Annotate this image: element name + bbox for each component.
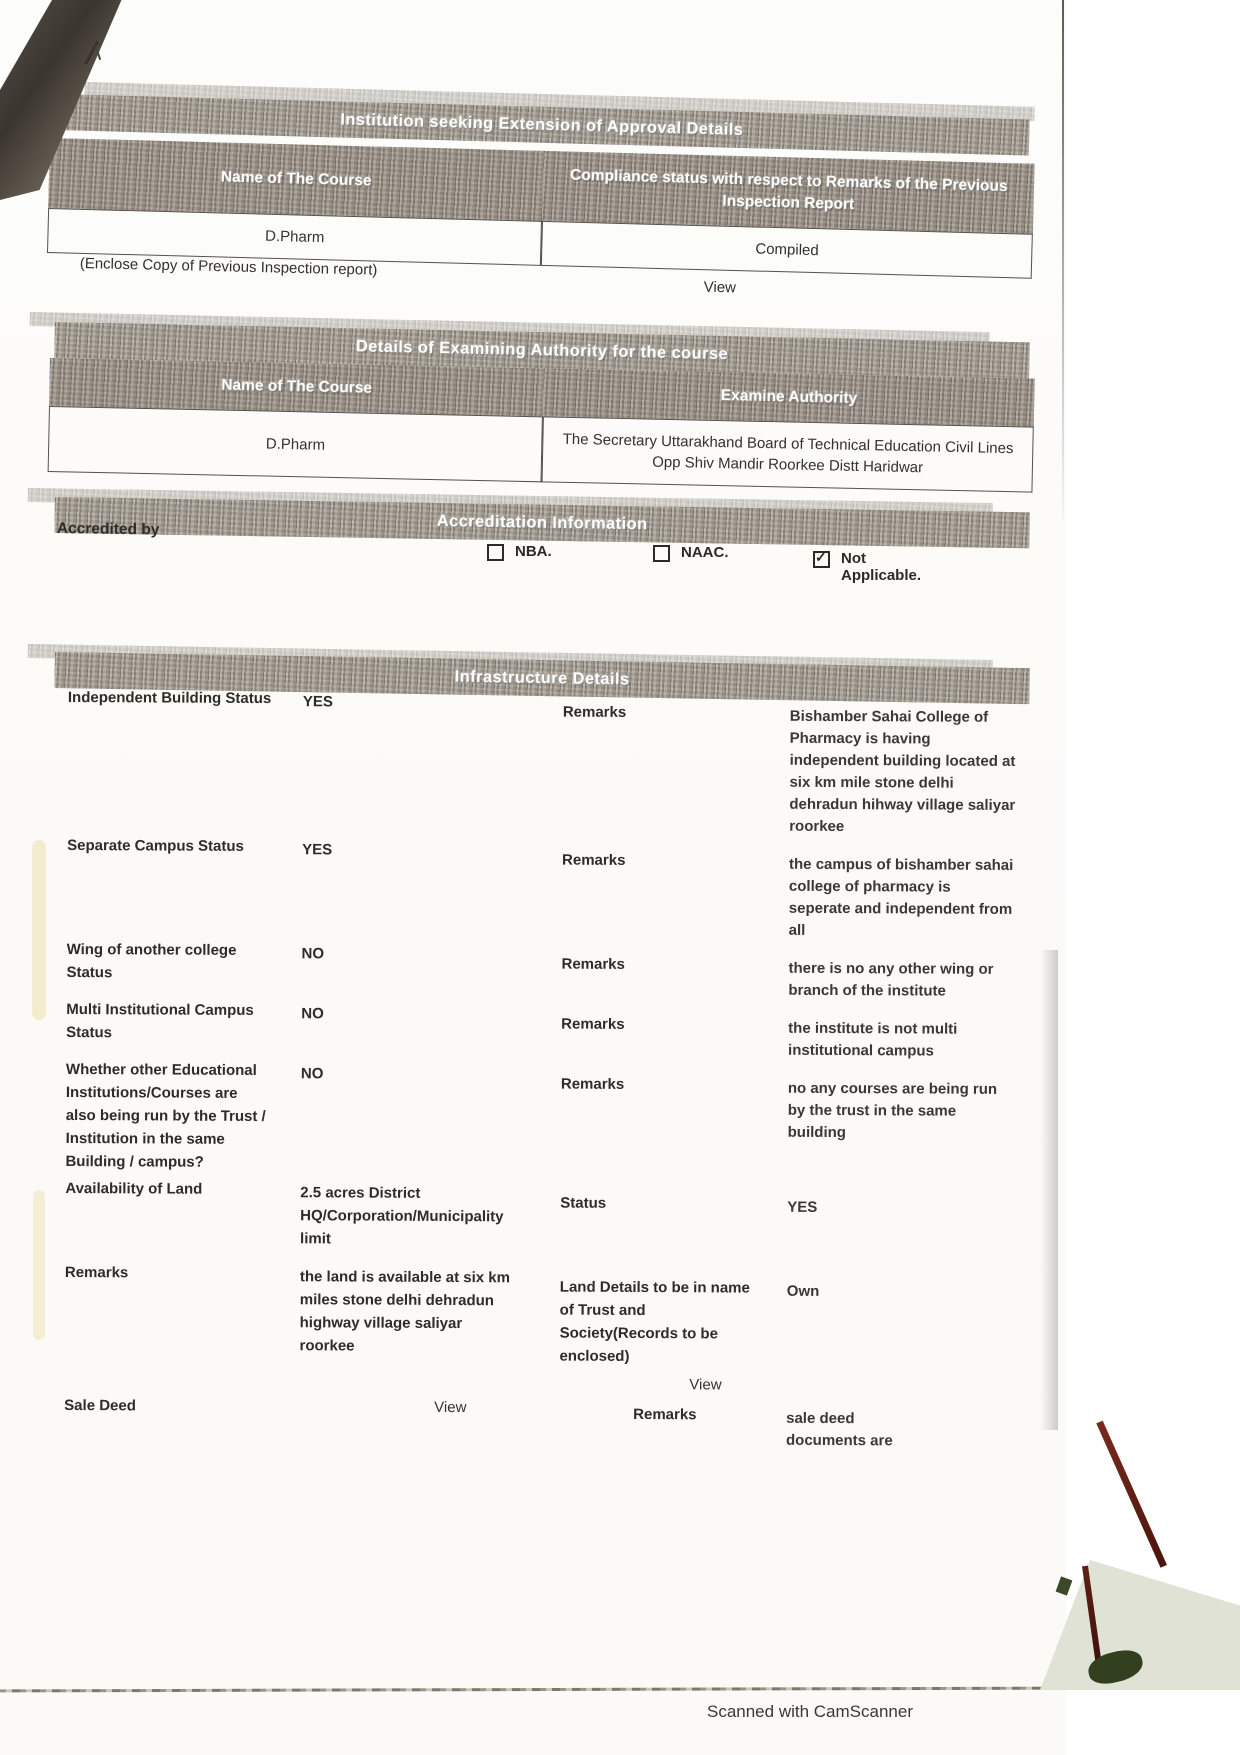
cell-course-name: D.Pharm <box>47 208 542 266</box>
section-title-text: Details of Examining Authority for the course <box>355 336 729 363</box>
unchecked-checkbox-icon[interactable] <box>653 545 670 562</box>
infra-row-wing-of-another-college <box>66 938 1014 1003</box>
land-details-value: Own <box>786 1282 820 1300</box>
checked-checkbox-icon[interactable] <box>813 551 830 568</box>
examining-authority-table <box>48 358 1035 493</box>
row-value: YES <box>302 841 333 859</box>
checkbox-label: NAAC. <box>681 544 729 561</box>
row-value: YES <box>302 693 333 711</box>
remarks-label: Remarks <box>633 1405 697 1424</box>
section-title-text: Infrastructure Details <box>454 667 630 689</box>
paper-edge-shadow <box>1040 950 1058 1430</box>
section-title-text: Accreditation Information <box>436 511 648 533</box>
column-header-examine-authority: Examine Authority <box>543 368 1034 426</box>
infra-row-independent-building <box>67 686 1016 839</box>
column-header-course: Name of The Course <box>48 138 544 221</box>
scan-edge-tint <box>32 840 46 1020</box>
status-label: Status <box>560 1194 607 1212</box>
checkbox-label: Not Applicable. <box>841 550 922 584</box>
remarks-label: Remarks <box>560 1075 625 1093</box>
checkbox-option-naac[interactable] <box>653 544 729 562</box>
remarks-label: Remarks <box>562 851 626 869</box>
infra-row-multi-institutional-campus <box>66 998 1014 1063</box>
status-value: YES <box>787 1198 818 1216</box>
row-value: NO <box>300 1065 324 1083</box>
infra-row-availability-of-land <box>65 1177 1013 1254</box>
view-inspection-report-link[interactable]: View <box>703 278 737 297</box>
row-label: Availability of Land <box>65 1179 203 1198</box>
row-label: Whether other Educational Institutions/Courses are also being run by the Trust / Institution in the same Building / campus? <box>65 1060 266 1171</box>
column-header-course: Name of The Course <box>49 358 544 416</box>
remarks-text: no any courses are being run by the trust in the same building <box>787 1079 998 1142</box>
checkbox-option-nba[interactable] <box>487 543 552 561</box>
section-title-text: Institution seeking Extension of Approval Details <box>340 109 744 139</box>
view-land-records-link[interactable]: View <box>689 1376 722 1394</box>
view-sale-deed-link[interactable]: View <box>434 1398 467 1417</box>
row-value: the land is available at six km miles stone delhi dehradun highway village saliyar roorkee <box>299 1268 511 1355</box>
remarks-text: the campus of bishamber sahai college of pharmacy is seperate and independent from all <box>788 855 1014 939</box>
cell-compliance-status: Compiled <box>541 221 1033 279</box>
accredited-by-label: Accredited by <box>56 520 160 539</box>
row-label: Multi Institutional Campus Status <box>66 1000 254 1042</box>
row-label: Separate Campus Status <box>67 836 244 855</box>
row-label: Wing of another college Status <box>66 940 237 982</box>
row-value: NO <box>301 945 325 963</box>
row-label: Independent Building Status <box>67 688 272 708</box>
scan-background-right <box>1066 0 1240 1755</box>
checkbox-label: NBA. <box>515 543 552 560</box>
checkbox-option-not-applicable[interactable] <box>813 550 922 584</box>
infra-row-other-institutions <box>65 1058 1014 1178</box>
infrastructure-details-grid <box>64 680 1016 1453</box>
remarks-label: Remarks <box>562 703 627 721</box>
infra-row-sale-deed <box>64 1394 1012 1453</box>
remarks-label: Remarks <box>561 955 625 973</box>
remarks-text: Bishamber Sahai College of Pharmacy is having independent building located at six km mile stone delhi dehradun hihway village saliyar roorkee <box>789 707 1016 836</box>
infra-row-separate-campus <box>67 834 1016 943</box>
remarks-label: Remarks <box>561 1015 625 1033</box>
row-value: 2.5 acres District HQ/Corporation/Municipality limit <box>300 1184 504 1248</box>
row-label: Remarks <box>64 1263 129 1282</box>
row-value: NO <box>301 1005 324 1023</box>
remarks-text: the institute is not multi institutional campus <box>788 1019 958 1060</box>
row-label: Sale Deed <box>64 1396 136 1415</box>
enclose-copy-note: (Enclose Copy of Previous Inspection report) <box>79 255 378 279</box>
scan-edge-tint <box>33 1190 45 1340</box>
paper-bottom-edge <box>0 1687 1075 1693</box>
remarks-text: sale deed documents are <box>785 1409 893 1450</box>
unchecked-checkbox-icon[interactable] <box>487 544 504 561</box>
remarks-text: there is no any other wing or branch of the institute <box>788 959 994 1000</box>
cell-examine-authority: The Secretary Uttarakhand Board of Technical Education Civil Lines Opp Shiv Mandir Roorkee Distt Haridwar <box>542 416 1034 492</box>
cell-course-name: D.Pharm <box>48 406 544 482</box>
camscanner-watermark: Scanned with CamScanner <box>706 1702 913 1721</box>
infra-row-land-remarks <box>64 1261 1013 1370</box>
paper-edge-line <box>1062 0 1064 520</box>
infra-row-view <box>64 1373 1012 1395</box>
land-details-label: Land Details to be in name of Trust and Society(Records to be enclosed) <box>559 1278 750 1365</box>
column-header-compliance: Compliance status with respect to Remarks of the Previous Inspection Report <box>542 151 1034 234</box>
